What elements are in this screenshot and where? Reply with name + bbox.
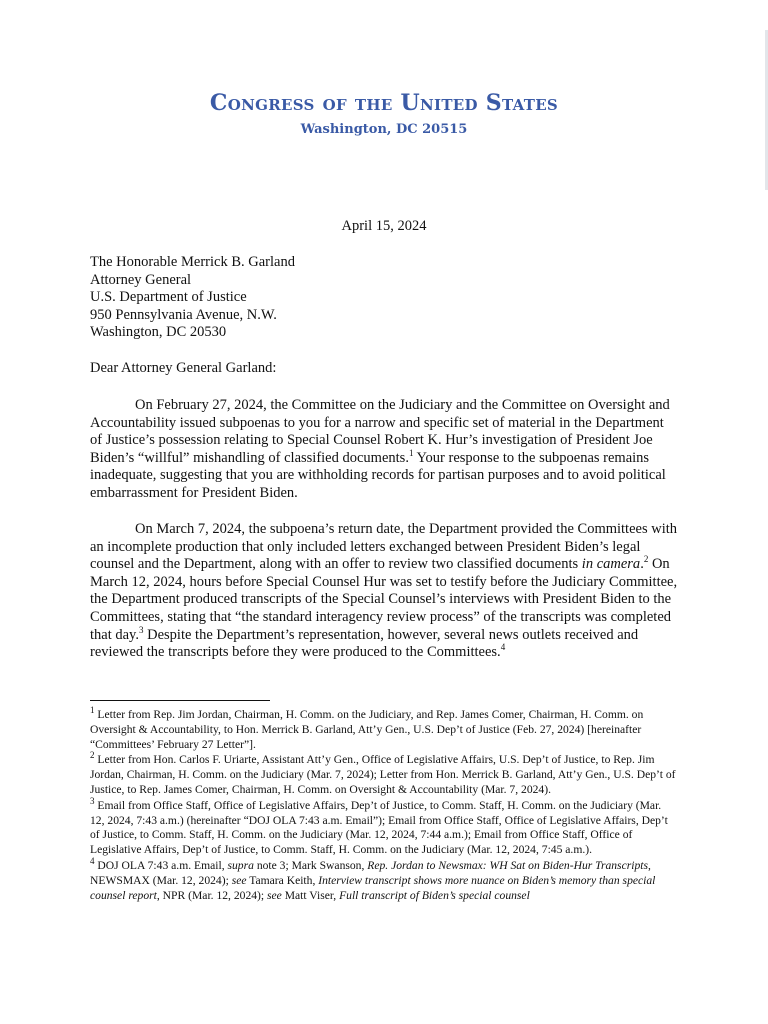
recipient-city: Washington, DC 20530 (90, 324, 227, 341)
footnote-3 (90, 795, 678, 858)
recipient-address (90, 254, 678, 342)
footnote-4-title-2: Interview transcript shows more nuance on Biden’s memory than special counsel report (90, 873, 656, 902)
footnote-1-text: Letter from Rep. Jim Jordan, Chairman, H. Comm. on the Judiciary, and Rep. James Comer, Chairman, H. Comm. on Oversight & Accountability, to Hon. Merrick B. Garland, Att’y Gen., U.S. Dep’t of Justice (Feb. 27, 2024) [hereinafter “Committees’ February 27 Letter”]. (90, 708, 644, 751)
footnote-2-text: Letter from Hon. Carlos F. Uriarte, Assistant Att’y Gen., Office of Legislative Affairs, U.S. Dep’t of Justice, to Rep. Jim Jordan, Chairman, H. Comm. on the Judiciary (Mar. 7, 2024); Letter from Hon. Merrick B. Garland, Att’y Gen., U.S. Dep’t of Justice, to Rep. James Comer, Chairman, H. Comm. on Oversight & Accountability (Mar. 7, 2024). (90, 753, 676, 796)
footnote-4-text-b: note 3; Mark Swanson, (253, 858, 368, 872)
paragraph-1-text-a: On February 27, 2024, the Committee on the Judiciary and the Committee on Oversight and Accountability issued subpoenas to you for a narrow and specific set of material in the Department of Justice’s possession relating to Special Counsel Robert K. Hur’s investigation of President Joe Biden’s “willful” mishandling of classified documents. (90, 397, 670, 466)
footnote-divider (90, 700, 270, 701)
footnote-ref-1[interactable]: 1 (408, 447, 414, 458)
paragraph-2-text-c: On March 12, 2024, hours before Special Counsel Hur was set to testify before the Judiciary Committee, the Department produced transcripts of the Special Counsel’s interviews with President Biden to the Committees, stating that “the standard interagency review process” of the transcripts was completed that day. (90, 556, 678, 643)
footnote-4-see-2: see (267, 888, 282, 902)
footnote-ref-3[interactable]: 3 (139, 624, 144, 635)
footnote-4 (90, 856, 678, 903)
paragraph-2-text-b: . (640, 556, 644, 573)
footnote-4-text-e: , NPR (Mar. 12, 2024); (156, 888, 268, 902)
letter-date: April 15, 2024 (341, 218, 427, 234)
paragraph-2 (90, 521, 678, 662)
footnote-4-text-f: Matt Viser, (281, 888, 340, 902)
footnote-3-text: Email from Office Staff, Office of Legislative Affairs, Dep’t of Justice, to Comm. Staff, H. Comm. on the Judiciary (Mar. 12, 2024, 7:43 a.m.) (hereinafter “DOJ OLA 7:43 a.m. Email”); Email from Office Staff, Office of Legislative Affairs, Dep’t of Justice, to Comm. Staff, H. Comm. on the Judiciary (Mar. 12, 2024, 7:44 a.m.); Email from Office Staff, Office of Legislative Affairs, Dep’t of Justice, to Comm. Staff, H. Comm. on the Judiciary (Mar. 12, 2024, 7:45 a.m.). (90, 798, 668, 857)
letterhead-subtitle: Washington, DC 20515 (300, 122, 468, 137)
footnote-4-text-a: DOJ OLA 7:43 a.m. Email, (94, 858, 228, 872)
footnote-ref-4[interactable]: 4 (500, 642, 506, 653)
footnote-1 (90, 705, 678, 752)
footnote-4-title-1: Rep. Jordan to Newsmax: WH Sat on Biden-Hur Transcripts (367, 858, 648, 872)
footnote-2-number: 2 (90, 750, 95, 761)
letterhead (0, 90, 768, 137)
paragraph-2-text-d: Despite the Department’s representation, however, several news outlets received and reviewed the transcripts before they were produced to the Committees. (90, 626, 639, 661)
footnote-1-number: 1 (90, 705, 95, 716)
footnotes (90, 705, 678, 904)
footnote-ref-2[interactable]: 2 (643, 554, 649, 565)
salutation: Dear Attorney General Garland: (90, 360, 277, 376)
recipient-name: The Honorable Merrick B. Garland (90, 254, 295, 270)
recipient-department: U.S. Department of Justice (90, 289, 247, 306)
footnote-4-title-3: Full transcript of Biden’s special counsel (339, 888, 530, 902)
recipient-street: 950 Pennsylvania Avenue, N.W. (90, 306, 277, 323)
footnote-4-see-1: see (231, 873, 247, 887)
paragraph-1-text-b: Your response to the subpoenas remains inadequate, suggesting that you are withholding records for partisan purposes and to avoid political embarrassment for President Biden. (90, 449, 666, 501)
paragraph-2-text-a: On March 7, 2024, the subpoena’s return date, the Department provided the Committees with an incomplete production that only included letters exchanged between President Biden’s legal counsel and the Department, along with an offer to review two classified documents (90, 521, 678, 573)
footnote-4-number: 4 (90, 856, 95, 867)
footnote-2 (90, 750, 678, 797)
paragraph-2-italic: in camera (581, 556, 641, 573)
footnote-4-supra: supra (227, 858, 254, 872)
footnote-4-text-d: Tamara Keith, (246, 873, 319, 887)
recipient-title: Attorney General (90, 271, 192, 288)
footnote-3-number: 3 (90, 795, 95, 806)
letterhead-title: Congress of the United States (209, 90, 559, 116)
footnote-4-text-c: , NEWSMAX (Mar. 12, 2024); (90, 858, 651, 887)
paragraph-1 (90, 397, 678, 503)
